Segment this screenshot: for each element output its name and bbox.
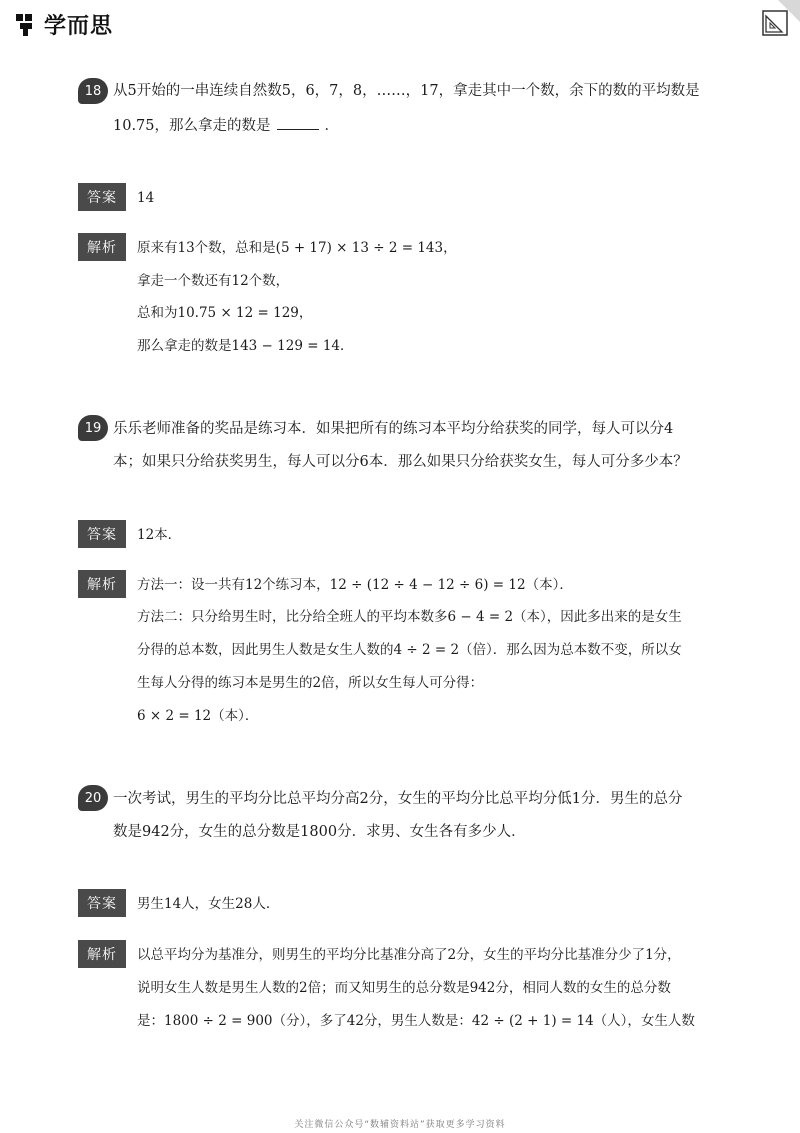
question-20-line-2: 数是942分，女生的总分数是1800分．求男、女生各有多少人．	[113, 824, 526, 840]
analysis-tag-19: 解析	[78, 570, 126, 598]
analysis-18-line-2: 拿走一个数还有12个数，	[137, 273, 290, 289]
analysis-18-line-4: 那么拿走的数是143 − 129 = 14．	[137, 338, 354, 354]
question-number-20: 20	[78, 785, 108, 811]
answer-tag-20: 答案	[78, 889, 126, 917]
brand-name: 学而思	[44, 13, 114, 39]
answer-19: 12本．	[137, 527, 182, 543]
analysis-20-line-3: 是：1800 ÷ 2 = 900（分），多了42分，男生人数是：42 ÷ (2 + 1) = 14（人），女生人数	[137, 1013, 695, 1029]
analysis-19-line-2: 方法二：只分给男生时，比分给全班人的平均本数多6 − 4 = 2（本），因此多出来的是女生	[137, 609, 682, 625]
question-18-line-2-text: 10.75，那么拿走的数是	[113, 118, 271, 134]
analysis-18-line-1: 原来有13个数，总和是(5 + 17) × 13 ÷ 2 = 143，	[137, 240, 457, 256]
answer-blank	[277, 115, 319, 130]
question-18-line-2	[113, 115, 730, 136]
analysis-20-line-2: 说明女生人数是男生人数的2倍；而又知男生的总分数是942分，相同人数的女生的总分数	[137, 980, 671, 996]
analysis-19-line-4: 生每人分得的练习本是男生的2倍，所以女生每人可分得：	[137, 675, 484, 691]
analysis-tag-20: 解析	[78, 940, 126, 968]
question-19-line-1: 乐乐老师准备的奖品是练习本．如果把所有的练习本平均分给获奖的同学，每人可以分4	[113, 421, 674, 437]
question-18-line-1: 从5开始的一串连续自然数5，6，7，8，……，17，拿走其中一个数，余下的数的平均数是	[113, 83, 700, 99]
analysis-19-line-3: 分得的总本数，因此男生人数是女生人数的4 ÷ 2 = 2（倍）．那么因为总本数不变，所以女	[137, 642, 682, 658]
question-number-19: 19	[78, 415, 108, 441]
corner-ruler-icon	[760, 8, 790, 38]
question-19-line-2: 本；如果只分给获奖男生，每人可以分6本．那么如果只分给获奖女生，每人可分多少本？	[113, 454, 688, 470]
analysis-tag-18: 解析	[78, 233, 126, 261]
answer-20: 男生14人，女生28人．	[137, 896, 280, 912]
analysis-19-line-5: 6 × 2 = 12（本）．	[137, 708, 259, 724]
answer-tag-18: 答案	[78, 183, 126, 211]
analysis-19-line-1: 方法一：设一共有12个练习本，12 ÷ (12 ÷ 4 − 12 ÷ 6) = 12（本）．	[137, 577, 573, 593]
question-20-line-1: 一次考试，男生的平均分比总平均分高2分，女生的平均分比总平均分低1分．男生的总分	[113, 791, 683, 807]
question-18-line-2-end: ．	[324, 118, 340, 134]
answer-tag-19: 答案	[78, 520, 126, 548]
answer-18: 14	[137, 190, 155, 206]
footer-watermark: 关注微信公众号“数辅资料站”获取更多学习资料	[294, 1120, 506, 1130]
brand-logo	[14, 8, 113, 40]
question-number-18: 18	[78, 78, 108, 104]
analysis-20-line-1: 以总平均分为基准分，则男生的平均分比基准分高了2分，女生的平均分比基准分少了1分，	[137, 947, 681, 963]
brand-mark-icon	[14, 11, 40, 37]
analysis-18-line-3: 总和为10.75 × 12 = 129，	[137, 305, 313, 321]
